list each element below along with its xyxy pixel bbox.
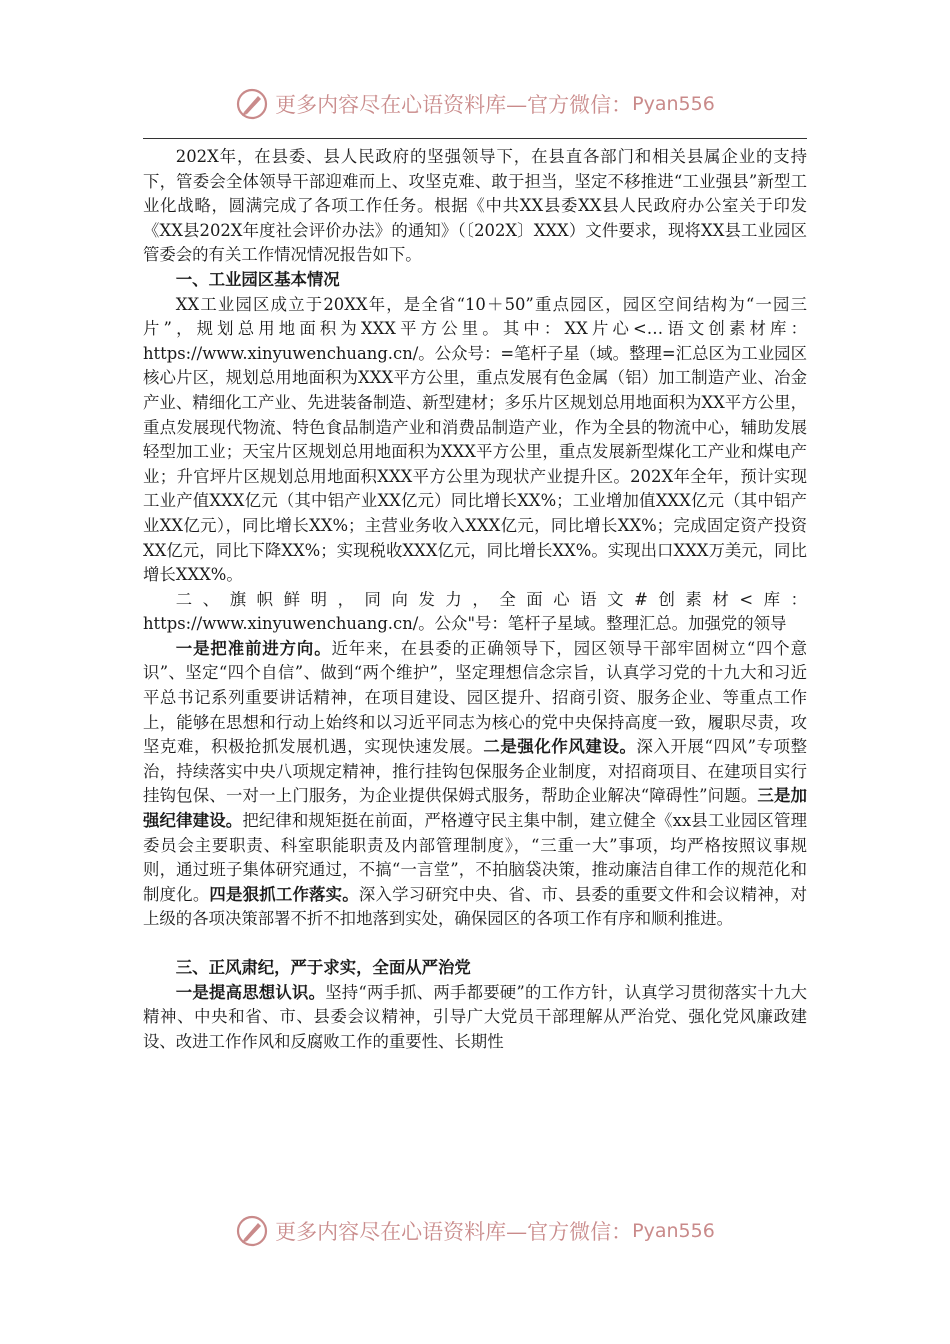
banner-text: 更多内容尽在心语资料库—官方微信： xyxy=(275,1220,633,1244)
footer-banner xyxy=(0,1209,950,1253)
banner-wechat-id: Pyan556 xyxy=(632,1220,715,1242)
s2-text-3: 把纪律和规矩挺在前面，严格遵守民主集中制，建立健全《xx县工业园区管理委员会主要职责、科室职能职责及内部管理制度》，“三重一大”事项，均严格按照议事规则，通过班子集体研究通过，不搞“一言堂”，不拍脑袋决策，推动廉洁自律工作的规范化和制度化。 xyxy=(143,811,807,904)
section-2-paragraph xyxy=(143,637,807,932)
pen-circle-logo-icon xyxy=(235,87,269,121)
s2-lead-2: 二是强化作风建设。 xyxy=(483,737,637,757)
section-1-heading: 一、工业园区基本情况 xyxy=(175,269,340,289)
section-1-paragraph: XX工业园区成立于20XX年，是全省“10＋50”重点园区，园区空间结构为“一园三片”，规划总用地面积为XXX平方公里。其中：XX片心<…语文创素材库：https://www.xinyuwenchuang.cn/。公众号：=笔杆子星（域。整理=汇总区为工业园区核心片区，规划总用地面积为XXX平方公里，重点发展有色金属（铝）加工制造产业、冶金产业、精细化工产业、先进装备制造、新型建材；多乐片区规划总用地面积为XX平方公里，重点发展现代物流、特色食品制造产业和消费品制造产业，作为全县的物流中心，辅助发展轻型加工业；天宝片区规划总用地面积为XXX平方公里，重点发展新型煤化工产业和煤电产业；升官坪片区规划总用地面积XXX平方公里为现状产业提升区。202X年全年，预计实现工业产值XXX亿元（其中铝产业XX亿元）同比增长XX%；工业增加值XXX亿元（其中铝产业XX亿元），同比增长XX%；主营业务收入XXX亿元，同比增长XX%；完成固定资产投资XX亿元，同比下降XX%；实现税收XXX亿元，同比增长XX%。实现出口XXX万美元，同比增长XXX%。 xyxy=(143,294,807,585)
intro-paragraph: 202X年，在县委、县人民政府的坚强领导下，在县直各部门和相关县属企业的支持下，管委会全体领导干部迎难而上、攻坚克难、敢于担当，坚定不移推进“工业强县”新型工业化战略，圆满完成了各项工作任务。根据《中共XX县委XX县人民政府办公室关于印发《XX县202X年度社会评价办法》的通知》（〔202X〕XXX）文件要求，现将XX县工业园区管委会的有关工作情况情况报告如下。 xyxy=(143,147,807,265)
document-body xyxy=(143,145,807,1054)
header-divider xyxy=(143,138,807,139)
s2-lead-1: 一是把准前进方向。 xyxy=(175,638,332,658)
s3-text-1: 坚持“两手抓、两手都要硬”的工作方针，认真学习贯彻落实十九大精神、中央和省、市、县委会议精神，引导广大党员干部理解从严治党、强化党风廉政建设、改进工作作风和反腐败工作的重要性、长期性 xyxy=(143,982,807,1051)
banner-text: 更多内容尽在心语资料库—官方微信： xyxy=(275,93,633,117)
section-3-paragraph xyxy=(143,981,807,1055)
pen-circle-logo-icon xyxy=(235,1214,269,1248)
section-2-heading: 二、旗帜鲜明，同向发力，全面心语文#创素材<库：https://www.xinyuwenchuang.cn/。公众"号：笔杆子星域。整理汇总。加强党的领导 xyxy=(143,589,807,634)
s2-text-2: 深入开展“四风”专项整治，持续落实中央八项规定精神，推行挂钩包保服务企业制度，对招商项目、在建项目实行挂钩包保、一对一上门服务，为企业提供保姆式服务，帮助企业解决“障碍性”问题。 xyxy=(143,737,808,806)
s2-text-1: 近年来，在县委的正确领导下，园区领导干部牢固树立“四个意识”、坚定“四个自信”、做到“两个维护”，坚定理想信念宗旨，认真学习党的十九大和习近平总书记系列重要讲话精神，在项目建设、园区提升、招商引资、服务企业、等重点工作上，能够在思想和行动上始终和以习近平同志为核心的党中央保持高度一致，履职尽责，攻坚克难，积极抢抓发展机遇，实现快速发展。 xyxy=(143,638,807,757)
s3-lead-1: 一是提高思想认识。 xyxy=(175,982,326,1002)
s2-lead-4: 四是狠抓工作落实。 xyxy=(209,884,359,904)
header-banner xyxy=(0,82,950,126)
s2-lead-3: 三是加强纪律建设。 xyxy=(143,786,807,831)
s2-text-4: 深入学习研究中央、省、市、县委的重要文件和会议精神，对上级的各项决策部署不折不扣地落到实处，确保园区的各项工作有序和顺利推进。 xyxy=(143,884,808,929)
banner-wechat-id: Pyan556 xyxy=(632,93,715,115)
section-3-heading: 三、正风肃纪，严于求实，全面从严治党 xyxy=(175,958,471,977)
